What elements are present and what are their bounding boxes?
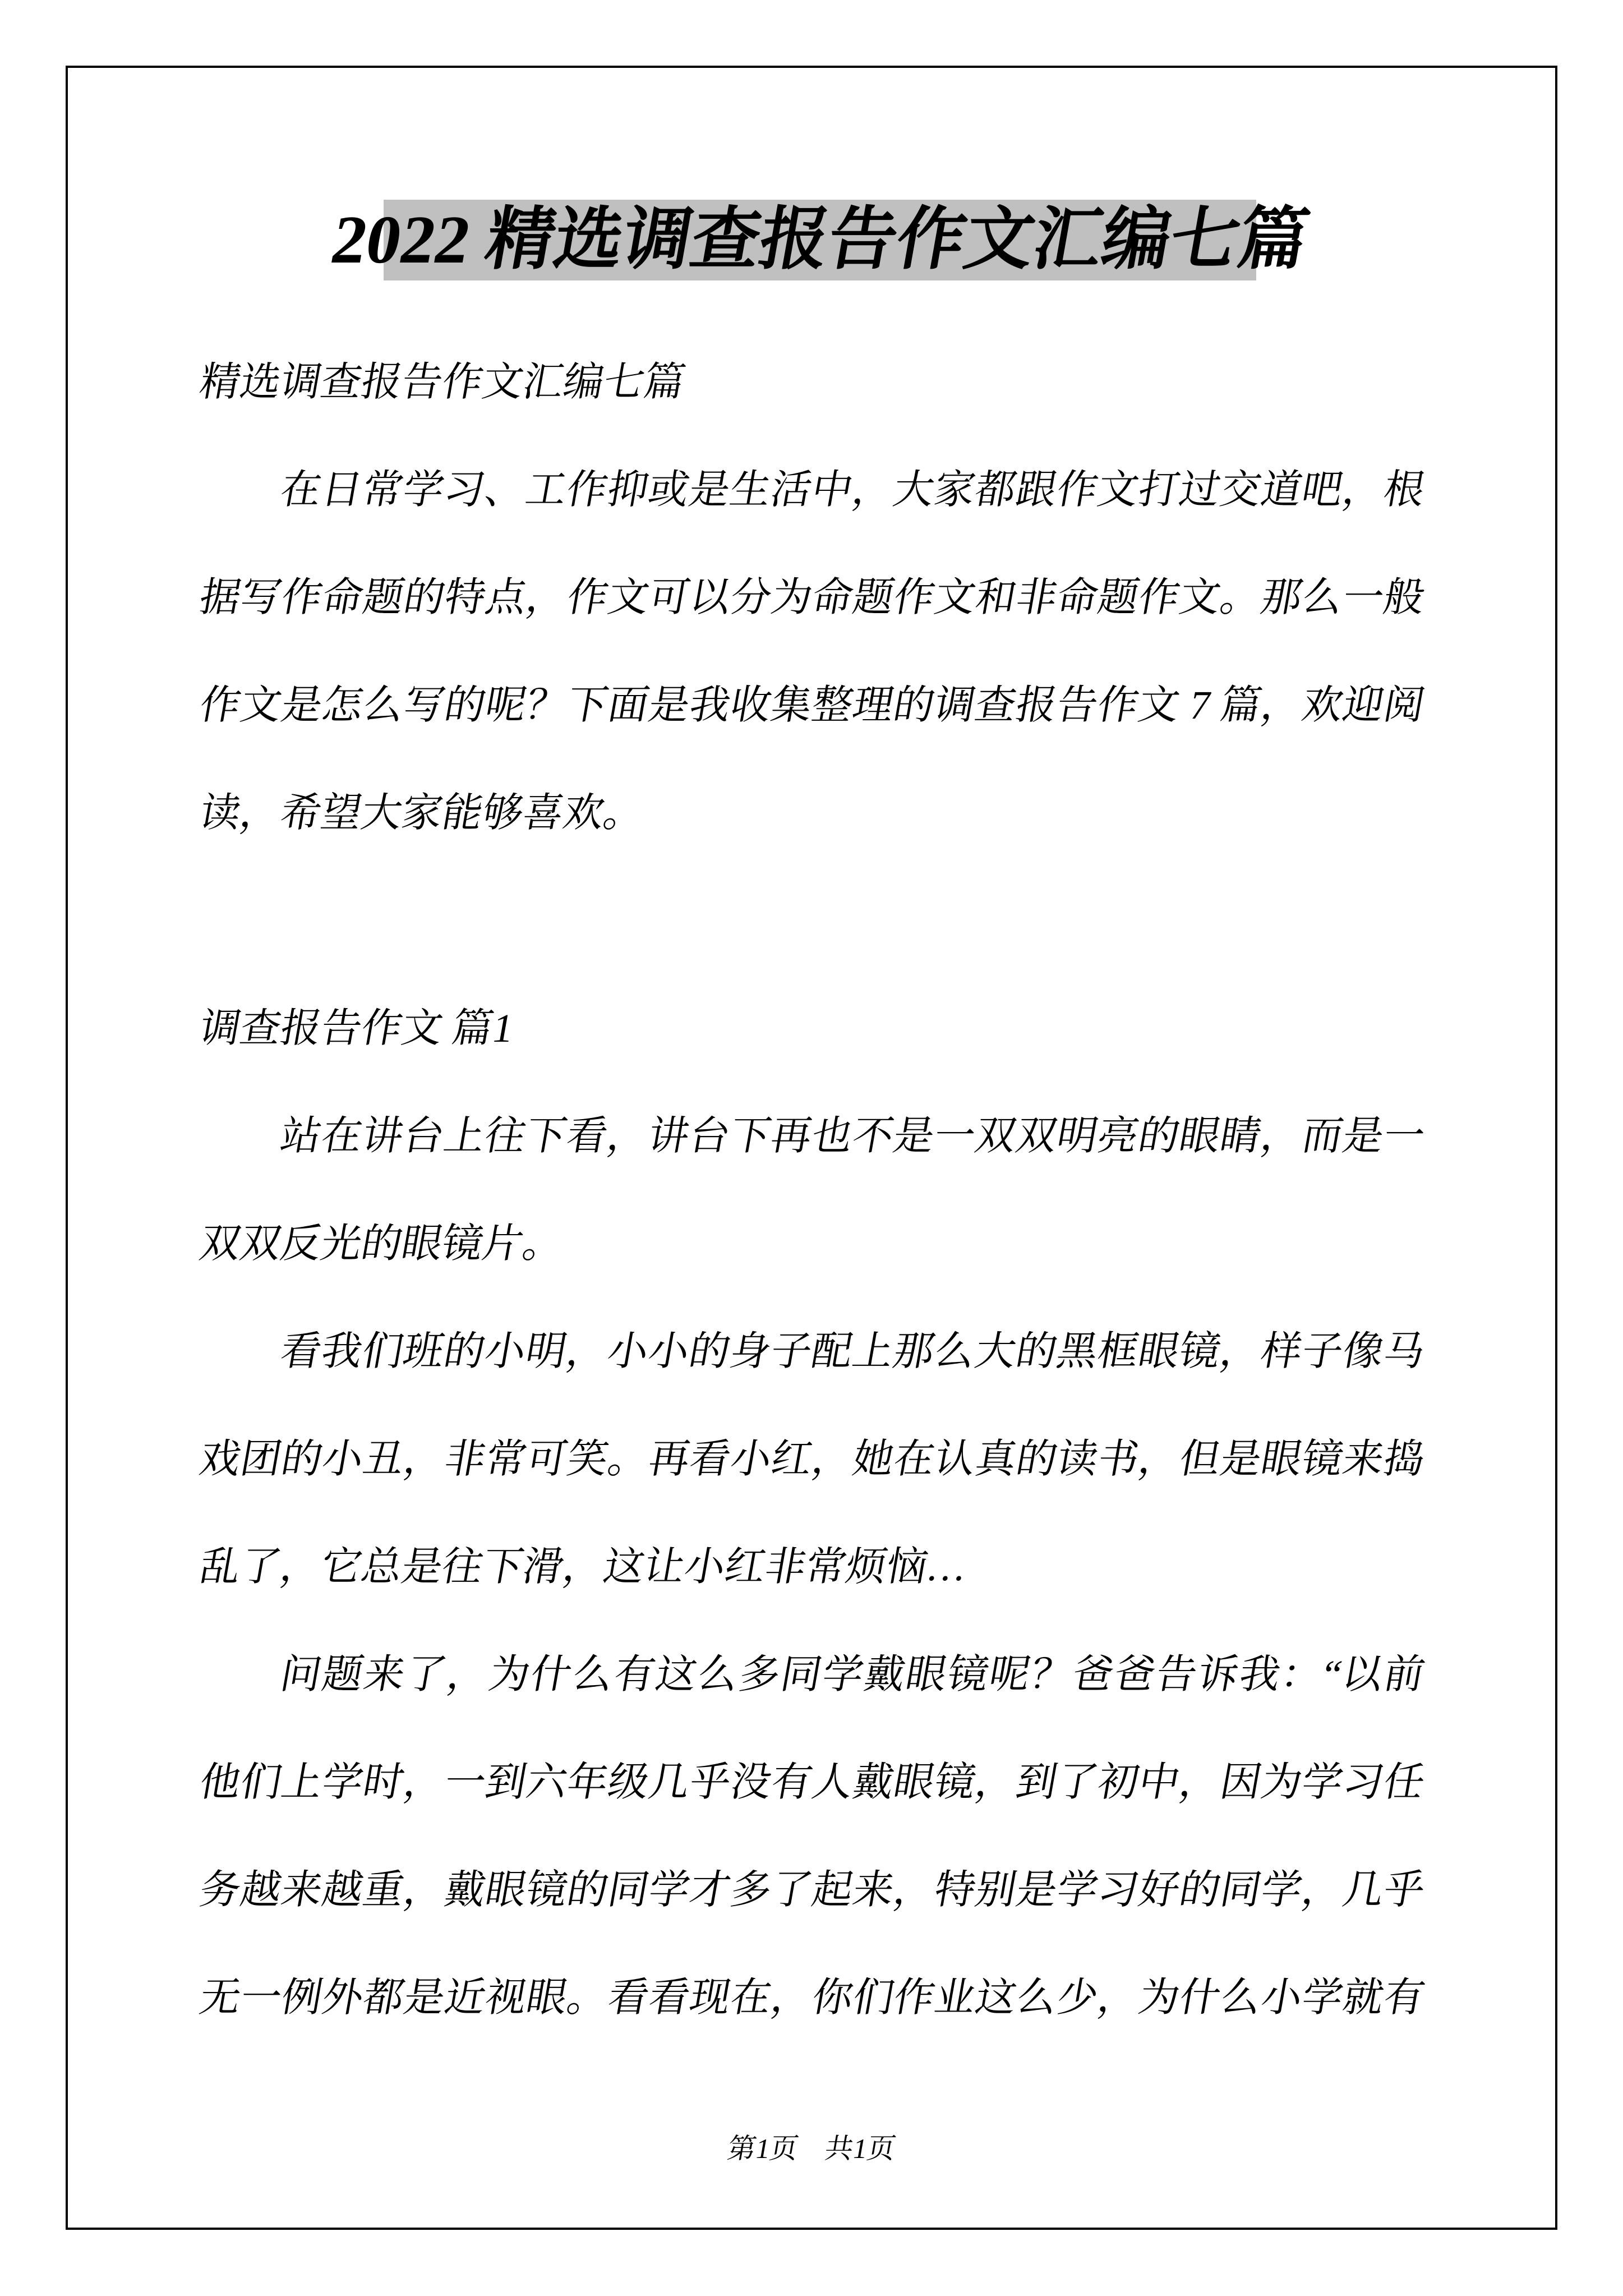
text-line: 戏团的小丑，非常可笑。再看小红，她在认真的读书，但是眼镜来捣 bbox=[196, 1437, 1429, 1481]
text-line: 务越来越重，戴眼镜的同学才多了起来，特别是学习好的同学，几乎 bbox=[196, 1867, 1429, 1912]
text-line: 乱了，它总是往下滑，这让小红非常烦恼… bbox=[196, 1544, 972, 1589]
text-line: 作文是怎么写的呢？下面是我收集整理的调查报告作文 7 篇，欢迎阅 bbox=[196, 683, 1429, 728]
text-line: 双双反光的眼镜片。 bbox=[196, 1221, 568, 1266]
page-title: 2022 精选调查报告作文汇编七篇 bbox=[325, 202, 1315, 278]
text-line: 问题来了，为什么有这么多同学戴眼镜呢？爸爸告诉我：“以前 bbox=[276, 1652, 1429, 1697]
document-body bbox=[196, 328, 1429, 2051]
text-line: 据写作命题的特点，作文可以分为命题作文和非命题作文。那么一般 bbox=[196, 575, 1429, 620]
page-number: 第1页 共1页 bbox=[725, 2133, 898, 2164]
text-line: 站在讲台上往下看，讲台下再也不是一双双明亮的眼睛，而是一 bbox=[276, 1114, 1429, 1158]
text-line: 在日常学习、工作抑或是生活中，大家都跟作文打过交道吧，根 bbox=[276, 467, 1429, 512]
text-line: 精选调查报告作文汇编七篇 bbox=[196, 360, 689, 404]
text-line: 无一例外都是近视眼。看看现在，你们作业这么少，为什么小学就有 bbox=[196, 1975, 1429, 2020]
text-line: 看我们班的小明，小小的身子配上那么大的黑框眼镜，样子像马 bbox=[276, 1329, 1429, 1374]
text-line: 调查报告作文 篇1 bbox=[196, 1006, 518, 1051]
text-line: 读，希望大家能够喜欢。 bbox=[196, 790, 649, 835]
page-footer bbox=[0, 2131, 1623, 2166]
blank-line bbox=[191, 867, 1434, 974]
text-line: 他们上学时，一到六年级几乎没有人戴眼镜，到了初中，因为学习任 bbox=[196, 1760, 1429, 1805]
title-highlight bbox=[325, 200, 1315, 280]
